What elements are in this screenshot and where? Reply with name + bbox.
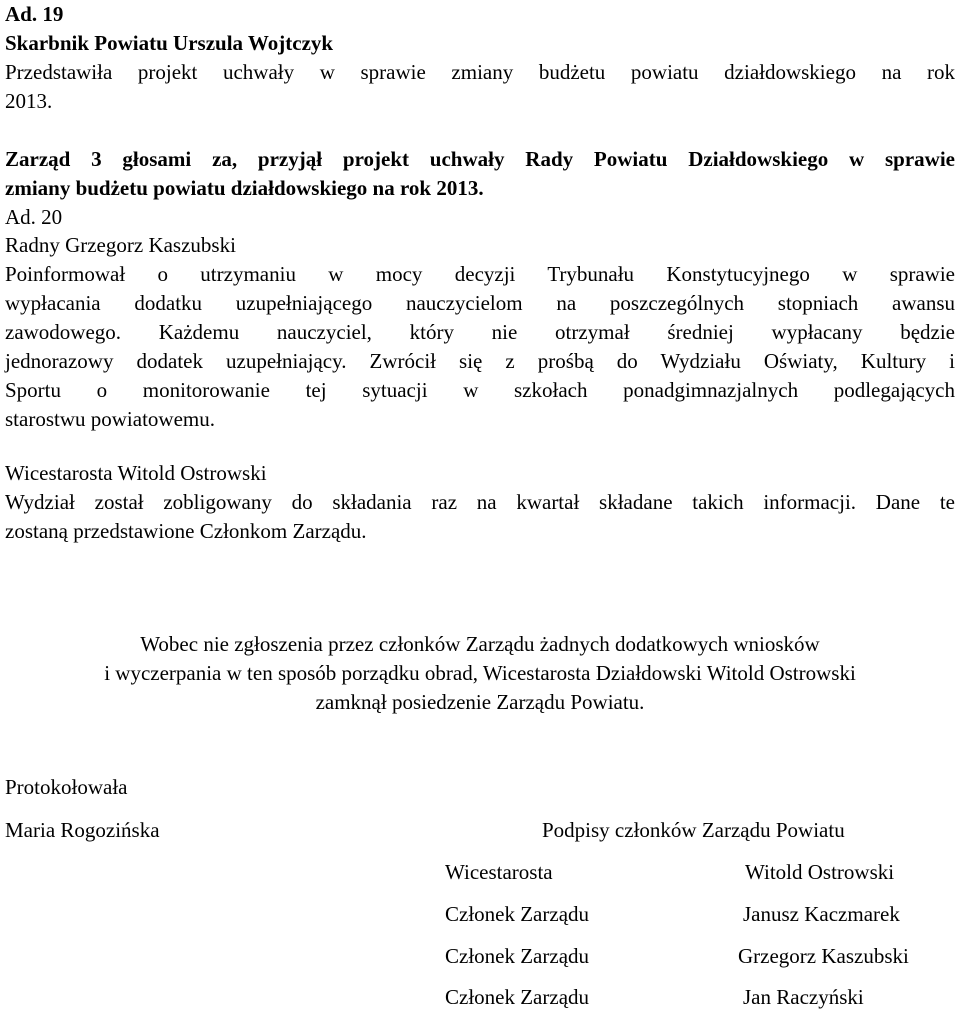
closing-line-1: Wobec nie zgłoszenia przez członków Zarządu żadnych dodatkowych wniosków: [140, 632, 820, 656]
signature-name-1: Witold Ostrowski: [745, 860, 895, 884]
signature-name-4: Jan Raczyński: [743, 985, 864, 1009]
ad19-text-line-1: Przedstawiła projekt uchwały w sprawie zmiany budżetu powiatu działdowskiego na rok: [5, 60, 955, 84]
ad19-decision-line-2: zmiany budżetu powiatu działdowskiego na rok 2013.: [5, 176, 484, 200]
signature-name-3: Grzegorz Kaszubski: [738, 944, 909, 968]
signature-role-1: Wicestarosta: [445, 860, 553, 884]
ad20-text2-line-1: Wydział został zobligowany do składania raz na kwartał składane takich informacji. Dane te: [5, 490, 955, 514]
ad20-text-line-1: Poinformował o utrzymaniu w mocy decyzji Trybunału Konstytucyjnego w sprawie: [5, 262, 955, 286]
ad20-text-line-5: Sportu o monitorowanie tej sytuacji w szkołach ponadgimnazjalnych podlegających: [5, 378, 955, 402]
protocol-name: Maria Rogozińska: [5, 818, 160, 842]
ad19-heading: Ad. 19: [5, 2, 64, 26]
signature-role-2: Członek Zarządu: [445, 902, 590, 926]
signature-name-2: Janusz Kaczmarek: [743, 902, 900, 926]
ad19-text-line-2: 2013.: [5, 89, 53, 113]
closing-line-2: i wyczerpania w ten sposób porządku obrad, Wicestarosta Działdowski Witold Ostrowski: [104, 661, 856, 685]
signature-role-4: Członek Zarządu: [445, 985, 590, 1009]
ad20-text2-line-2: zostaną przedstawione Członkom Zarządu.: [5, 519, 367, 543]
closing-line-3: zamknął posiedzenie Zarządu Powiatu.: [315, 690, 645, 714]
ad20-text-line-2: wypłacania dodatku uzupełniającego nauczycielom na poszczególnych stopniach awansu: [5, 291, 955, 315]
signature-role-3: Członek Zarządu: [445, 944, 590, 968]
ad20-heading: Ad. 20: [5, 205, 63, 229]
ad19-decision-line-1: Zarząd 3 głosami za, przyjął projekt uchwały Rady Powiatu Działdowskiego w sprawie: [5, 147, 955, 171]
ad20-speaker: Radny Grzegorz Kaszubski: [5, 233, 236, 257]
ad20-text-line-4: jednorazowy dodatek uzupełniający. Zwrócił się z prośbą do Wydziału Oświaty, Kultury i: [5, 349, 955, 373]
ad20-text-line-3: zawodowego. Każdemu nauczyciel, który nie otrzymał średniej wypłacany będzie: [5, 320, 955, 344]
protocol-label: Protokołowała: [5, 775, 128, 799]
ad20-text-line-6: starostwu powiatowemu.: [5, 407, 215, 431]
signatures-title: Podpisy członków Zarządu Powiatu: [542, 818, 845, 842]
ad19-speaker: Skarbnik Powiatu Urszula Wojtczyk: [5, 31, 334, 55]
ad20-speaker-2: Wicestarosta Witold Ostrowski: [5, 461, 267, 485]
